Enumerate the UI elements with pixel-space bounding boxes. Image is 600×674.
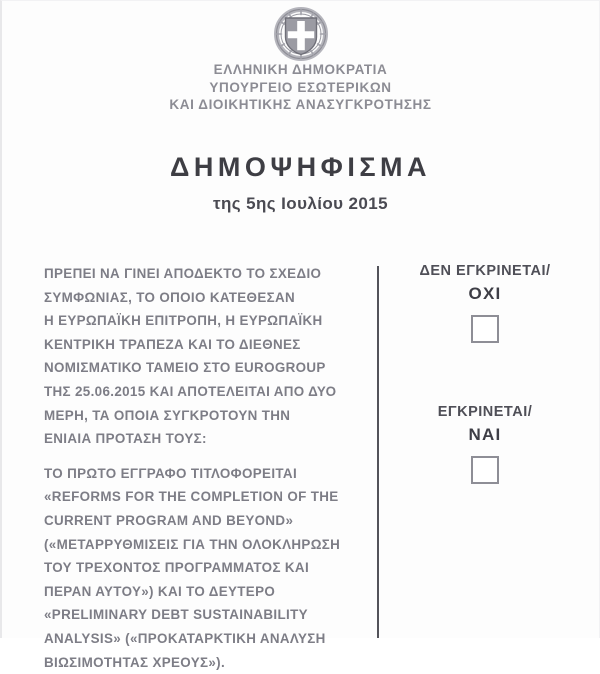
vote-options bbox=[387, 256, 599, 484]
question-line: «REFORMS FOR THE COMPLETION OF THE bbox=[44, 485, 364, 509]
question-line: ΠΡΕΠΕΙ ΝΑ ΓΙΝΕΙ ΑΠΟΔΕΚΤΟ ΤΟ ΣΧΕΔΙΟ bbox=[44, 262, 364, 286]
vote-option-yes[interactable] bbox=[387, 403, 583, 484]
question-line: ΜΕΡΗ, ΤΑ ΟΠΟΙΑ ΣΥΓΚΡΟΤΟΥΝ ΤΗΝ bbox=[44, 404, 364, 428]
option-no-label-primary: ΔΕΝ ΕΓΚΡΙΝΕΤΑΙ/ bbox=[387, 262, 583, 281]
question-line: ΤΟΥ ΤΡΕΧΟΝΤΟΣ ΠΡΟΓΡΑΜΜΑΤΟΣ ΚΑΙ bbox=[44, 556, 364, 580]
question-line: ANALYSIS» («ΠΡΟΚΑΤΑΡΚΤΙΚΗ ΑΝΑΛΥΣΗ bbox=[44, 627, 364, 651]
paragraph-gap bbox=[44, 451, 364, 462]
column-divider bbox=[377, 266, 379, 638]
checkbox-no[interactable] bbox=[471, 315, 499, 343]
question-line: ΠΕΡΑΝ ΑΥΤΟΥ») ΚΑΙ ΤΟ ΔΕΥΤΕΡΟ bbox=[44, 580, 364, 604]
question-text bbox=[44, 262, 364, 674]
question-line: ΤΟ ΠΡΩΤΟ ΕΓΓΡΑΦΟ ΤΙΤΛΟΦΟΡΕΙΤΑΙ bbox=[44, 462, 364, 486]
question-line: ΒΙΩΣΙΜΟΤΗΤΑΣ ΧΡΕΟΥΣ»). bbox=[44, 651, 364, 674]
option-yes-label-secondary: ΝΑΙ bbox=[387, 423, 583, 447]
question-line: CURRENT PROGRAM AND BEYOND» bbox=[44, 509, 364, 533]
ministry-line-3: ΚΑΙ ΔΙΟΙΚΗΤΙΚΗΣ ΑΝΑΣΥΓΚΡΟΤΗΣΗΣ bbox=[2, 96, 599, 114]
question-line: Η ΕΥΡΩΠΑΪΚΗ ΕΠΙΤΡΟΠΗ, Η ΕΥΡΩΠΑΪΚΗ bbox=[44, 309, 364, 333]
checkbox-yes[interactable] bbox=[471, 456, 499, 484]
option-no-label-secondary: ΟΧΙ bbox=[387, 282, 583, 306]
referendum-date: της 5ης Ιουλίου 2015 bbox=[2, 194, 599, 214]
page-title: ΔΗΜΟΨΗΦΙΣΜΑ bbox=[2, 152, 599, 182]
option-yes-label-primary: ΕΓΚΡΙΝΕΤΑΙ/ bbox=[387, 403, 583, 422]
ministry-header bbox=[2, 61, 599, 114]
emblem-container bbox=[2, 1, 599, 59]
question-line: ΝΟΜΙΣΜΑΤΙΚΟ ΤΑΜΕΙΟ ΣΤΟ EUROGROUP bbox=[44, 356, 364, 380]
vote-option-no[interactable] bbox=[387, 262, 583, 343]
title-block bbox=[2, 152, 599, 214]
question-line: ΤΗΣ 25.06.2015 ΚΑΙ ΑΠΟΤΕΛΕΙΤΑΙ ΑΠΟ ΔΥΟ bbox=[44, 380, 364, 404]
question-line: «PRELIMINARY DEBT SUSTAINABILITY bbox=[44, 603, 364, 627]
greek-coat-of-arms-icon bbox=[274, 7, 328, 61]
ministry-line-1: ΕΛΛΗΝΙΚΗ ΔΗΜΟΚΡΑΤΙΑ bbox=[2, 61, 599, 79]
ministry-line-2: ΥΠΟΥΡΓΕΙΟ ΕΣΩΤΕΡΙΚΩΝ bbox=[2, 79, 599, 97]
question-line: ΕΝΙΑΙΑ ΠΡΟΤΑΣΗ ΤΟΥΣ: bbox=[44, 427, 364, 451]
question-line: ΣΥΜΦΩΝΙΑΣ, ΤΟ ΟΠΟΙΟ ΚΑΤΕΘΕΣΑΝ bbox=[44, 286, 364, 310]
ballot-body bbox=[2, 256, 599, 638]
question-line: («ΜΕΤΑΡΡΥΘΜΙΣΕΙΣ ΓΙΑ ΤΗΝ ΟΛΟΚΛΗΡΩΣΗ bbox=[44, 533, 364, 557]
question-line: ΚΕΝΤΡΙΚΗ ΤΡΑΠΕΖΑ ΚΑΙ ΤΟ ΔΙΕΘΝΕΣ bbox=[44, 333, 364, 357]
